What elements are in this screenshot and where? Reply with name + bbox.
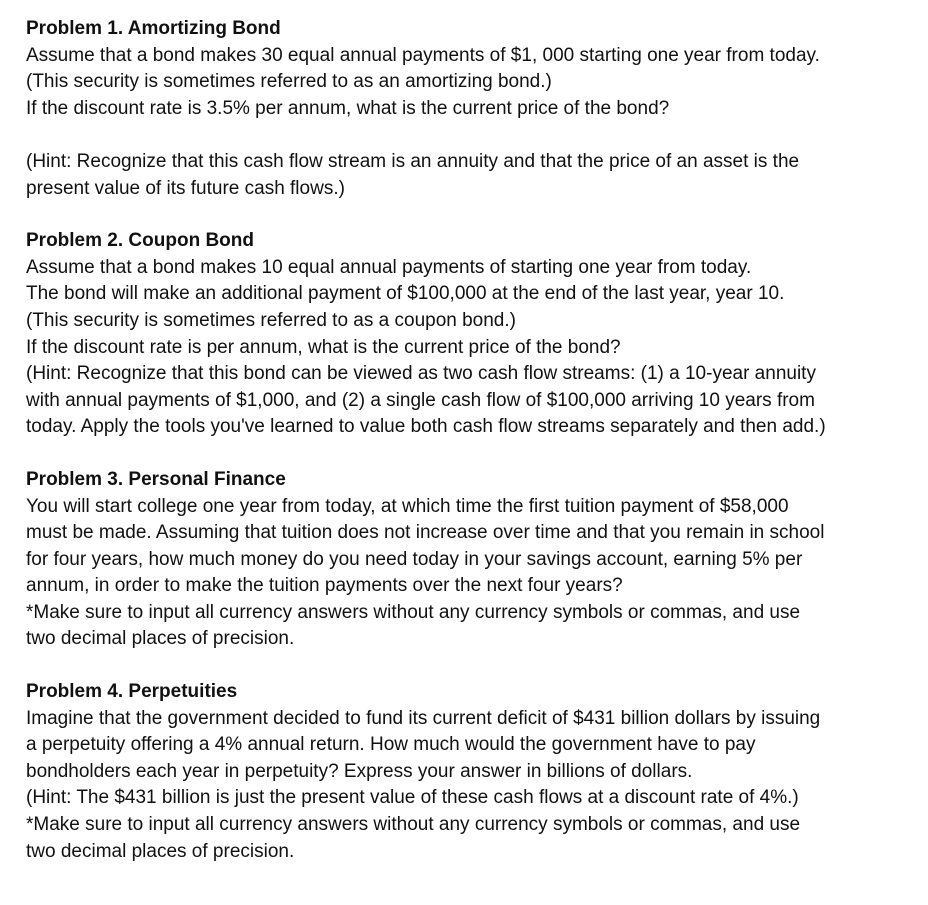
problem-title: Problem 2. Coupon Bond: [26, 230, 254, 252]
hint-text-line: (Hint: Recognize that this bond can be viewed as two cash flow streams: (1) a 10-year annuity: [26, 363, 816, 385]
problem-text-line: Imagine that the government decided to fund its current deficit of $431 billion dollars by issuing: [26, 707, 821, 729]
hint-text-line: present value of its future cash flows.): [26, 177, 345, 199]
problem-text-line: If the discount rate is per annum, what is the current price of the bond?: [26, 336, 621, 358]
problem-1: [26, 16, 886, 202]
hint-text-line: with annual payments of $1,000, and (2) a single cash flow of $100,000 arriving 10 years from: [26, 389, 815, 411]
problem-text-line: Assume that a bond makes 30 equal annual payments of $1, 000 starting one year from today.: [26, 44, 820, 66]
hint-text-line: today. Apply the tools you've learned to value both cash flow streams separately and then add.): [26, 416, 826, 438]
problem-text-line: You will start college one year from today, at which time the first tuition payment of $58,000: [26, 495, 789, 517]
problem-text-line: for four years, how much money do you need today in your savings account, earning 5% per: [26, 548, 803, 570]
paragraph-spacer: [26, 122, 886, 149]
problem-text-line: The bond will make an additional payment of $100,000 at the end of the last year, year 10.: [26, 283, 785, 305]
instruction-text-line: two decimal places of precision.: [26, 840, 295, 862]
hint-text-line: (Hint: Recognize that this cash flow stream is an annuity and that the price of an asset is the: [26, 150, 800, 172]
problem-text-line: must be made. Assuming that tuition does not increase over time and that you remain in school: [26, 522, 825, 544]
problem-2: [26, 228, 886, 441]
problem-title: Problem 3. Personal Finance: [26, 468, 286, 490]
problem-4: [26, 679, 886, 865]
problem-3: [26, 467, 886, 653]
problem-text-line: annum, in order to make the tuition payments over the next four years?: [26, 575, 623, 597]
problem-text-line: bondholders each year in perpetuity? Express your answer in billions of dollars.: [26, 760, 693, 782]
problem-document: [26, 16, 886, 891]
problem-title: Problem 4. Perpetuities: [26, 681, 238, 703]
problem-text-line: If the discount rate is 3.5% per annum, what is the current price of the bond?: [26, 97, 670, 119]
problem-text-line: Assume that a bond makes 10 equal annual payments of starting one year from today.: [26, 256, 752, 278]
problem-text-line: (This security is sometimes referred to as an amortizing bond.): [26, 71, 552, 93]
instruction-text-line: *Make sure to input all currency answers without any currency symbols or commas, and use: [26, 601, 801, 623]
hint-text-line: (Hint: The $431 billion is just the present value of these cash flows at a discount rate of 4%.): [26, 787, 799, 809]
instruction-text-line: *Make sure to input all currency answers without any currency symbols or commas, and use: [26, 814, 801, 836]
problem-text-line: a perpetuity offering a 4% annual return. How much would the government have to pay: [26, 734, 756, 756]
problem-text-line: (This security is sometimes referred to as a coupon bond.): [26, 309, 516, 331]
problem-title: Problem 1. Amortizing Bond: [26, 18, 281, 39]
instruction-text-line: two decimal places of precision.: [26, 628, 295, 650]
